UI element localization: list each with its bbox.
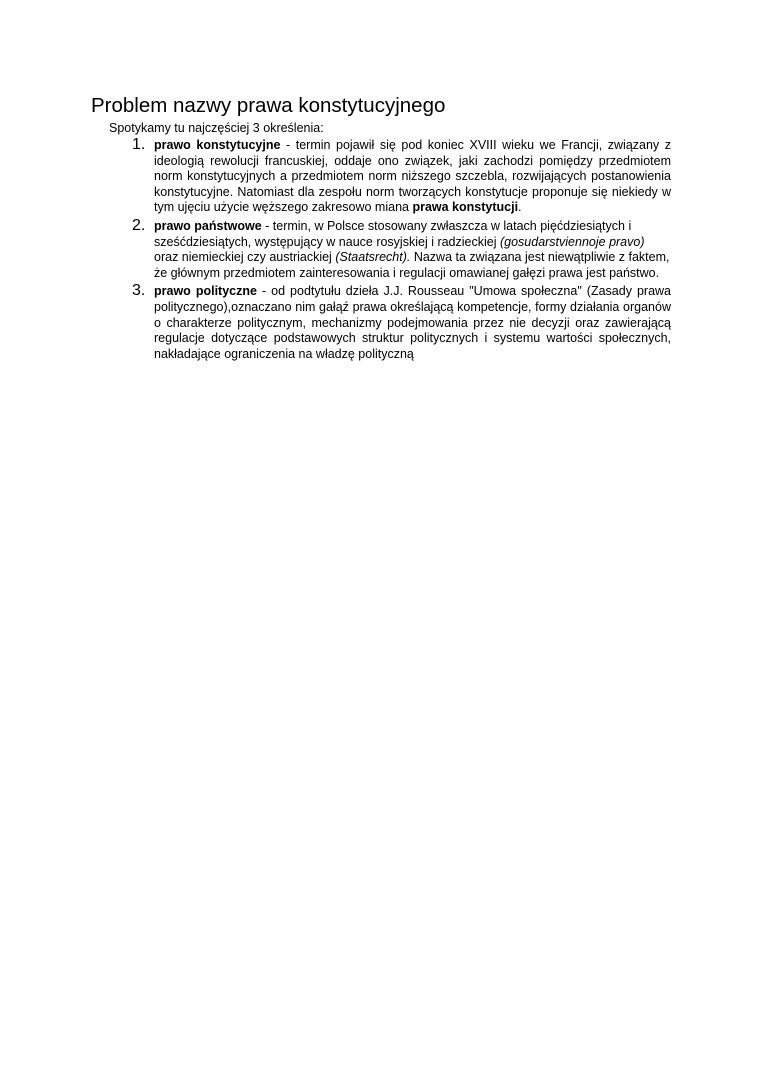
item-text (154, 138, 671, 216)
item-description: - termin, w Polsce stosowany zwłaszcza w latach pięćdziesiątych i sześćdziesiątych, występujący w nauce rosyjskiej i radzieckiej (154, 218, 632, 249)
item-number: 2. (132, 216, 146, 234)
item-term: prawo państwowe (154, 218, 262, 233)
item-description: - termin pojawił się pod koniec XVIII wieku we Francji, związany z ideologią rewolucji francuskiej, oddaje ono związek, jaki zachodzi pomiędzy przedmiotem norm konstytucyjnych a przedmiotem norm niższego szczebla, rozwijających postanowienia konstytucyjne. Natomiast dla zespołu norm tworzących konstytucje proponuje się niekiedy w tym ujęciu użycie węższego zakresowo miana (154, 138, 671, 215)
item-term-secondary: prawa konstytucji (412, 200, 519, 215)
page-title: Problem nazwy prawa konstytucyjnego (91, 94, 446, 117)
item-end: . (518, 200, 522, 215)
definitions-list (130, 138, 671, 365)
item-term: prawo konstytucyjne (154, 138, 281, 152)
item-description-cont: oraz niemieckiej czy austriackiej (154, 250, 336, 265)
intro-text: Spotykamy tu najczęściej 3 określenia: (109, 121, 324, 135)
item-text (154, 219, 671, 281)
item-italic-term: (gosudarstviennoje pravo) (499, 234, 645, 249)
item-term: prawo polityczne (154, 284, 257, 299)
list-item (130, 138, 671, 216)
item-number: 3. (132, 282, 146, 300)
item-italic-term-2: (Staatsrecht). (335, 250, 411, 265)
item-number: 1. (132, 136, 146, 153)
list-item (130, 216, 671, 281)
item-description: - od podtytułu dzieła J.J. Rousseau "Umowa społeczna" (Zasady prawa politycznego),oznaczano nim gałąź prawa określającą kompetencje, formy działania organów o charakterze politycznym, mechanizmy podejmowania przez nie decyzji oraz zawierającą regulacje dotyczące podstawowych struktur politycznych i systemu wartości społecznych, nakładające ograniczenia na władzę polityczną (154, 284, 672, 361)
item-description-end: Nazwa ta związana jest niewątpliwie z faktem, że głównym przedmiotem zainteresowania i regulacji omawianej gałęzi prawa jest państwo. (154, 250, 670, 280)
list-item (130, 284, 671, 362)
item-text (154, 284, 671, 362)
